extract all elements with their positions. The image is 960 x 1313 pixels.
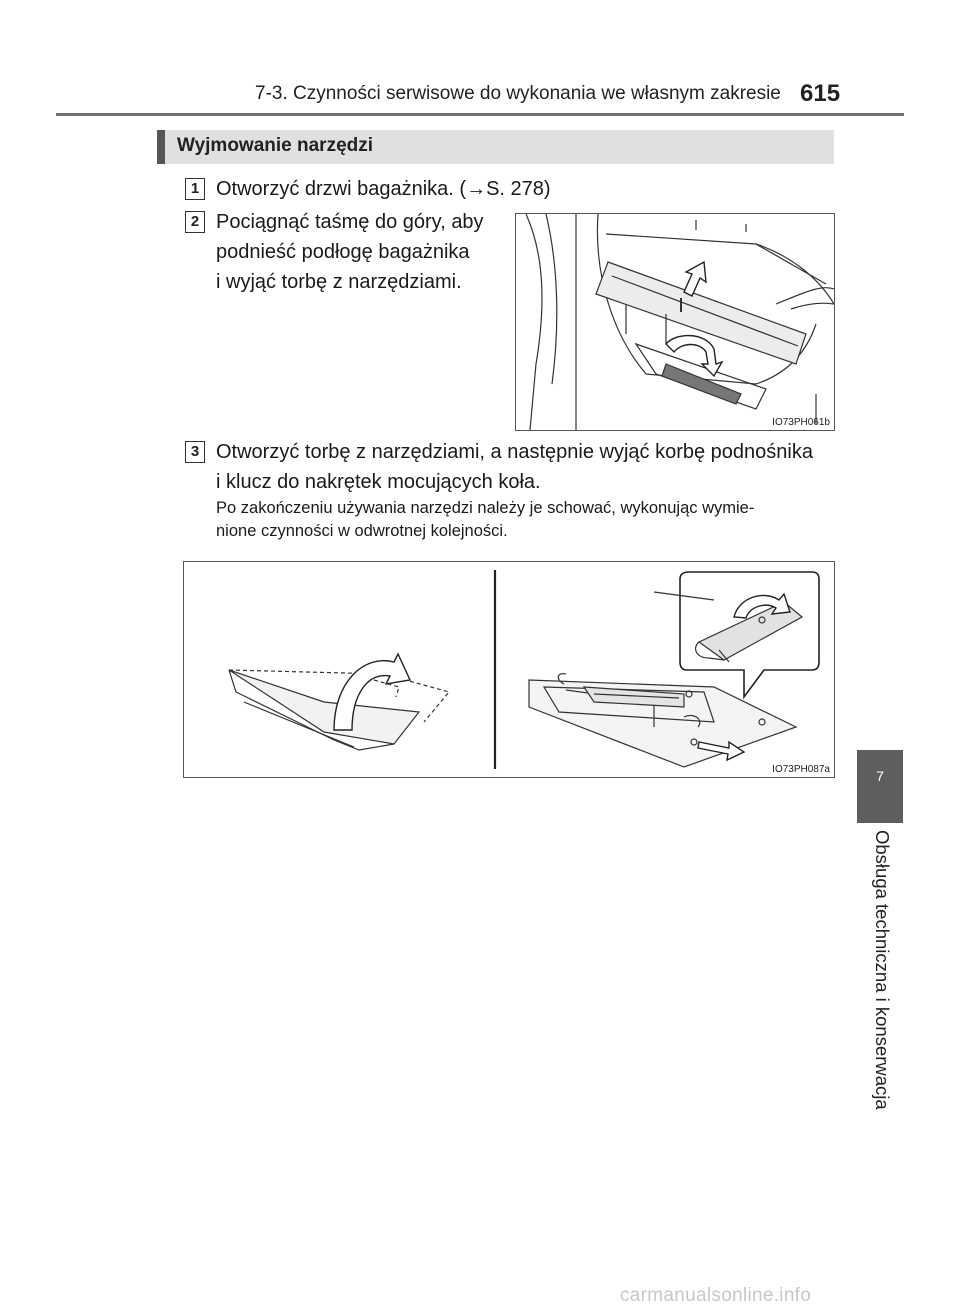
header-rule xyxy=(56,113,904,116)
chapter-label: Obsługa techniczna i konserwacja xyxy=(872,830,893,1110)
note-text xyxy=(216,497,836,543)
tool-bag-illustration xyxy=(184,562,834,777)
step-text-2-line-2: podnieść podłogę bagażnika xyxy=(216,241,470,263)
chapter-tab-number: 7 xyxy=(876,768,884,784)
page-number: 615 xyxy=(800,80,841,107)
header-title: 7-3. Czynności serwisowe do wykonania we własnym zakresie xyxy=(255,83,781,104)
step-number-1: 1 xyxy=(185,178,205,200)
chapter-tab xyxy=(857,750,903,823)
step-number-2: 2 xyxy=(185,211,205,233)
figure-trunk-floor xyxy=(515,213,835,431)
figure-tool-bag xyxy=(183,561,835,778)
trunk-floor-illustration xyxy=(516,214,834,430)
note-line-1: Po zakończeniu używania narzędzi należy je schować, wykonując wymie- xyxy=(216,499,755,517)
figure-code-1: IO73PH061b xyxy=(772,417,830,428)
figure-code-2: IO73PH087a xyxy=(772,764,830,775)
step-text-2-line-1: Pociągnąć taśmę do góry, aby xyxy=(216,211,484,233)
step-text-2-line-3: i wyjąć torbę z narzędziami. xyxy=(216,271,462,293)
step-text-3-line-1: Otworzyć torbę z narzędziami, a następnie wyjąć korbę podnośnika xyxy=(216,441,813,463)
section-bar-accent xyxy=(157,130,165,164)
step-text-3-line-2: i klucz do nakrętek mocujących koła. xyxy=(216,471,541,493)
step-number-3: 3 xyxy=(185,441,205,463)
step-text-2 xyxy=(216,207,502,297)
section-title: Wyjmowanie narzędzi xyxy=(177,135,374,156)
step-text-3 xyxy=(216,437,836,497)
note-line-2: nione czynności w odwrotnej kolejności. xyxy=(216,522,508,540)
step-text-1: Otworzyć drzwi bagażnika. (→S. 278) xyxy=(216,178,551,200)
watermark: carmanualsonline.info xyxy=(620,1285,812,1306)
